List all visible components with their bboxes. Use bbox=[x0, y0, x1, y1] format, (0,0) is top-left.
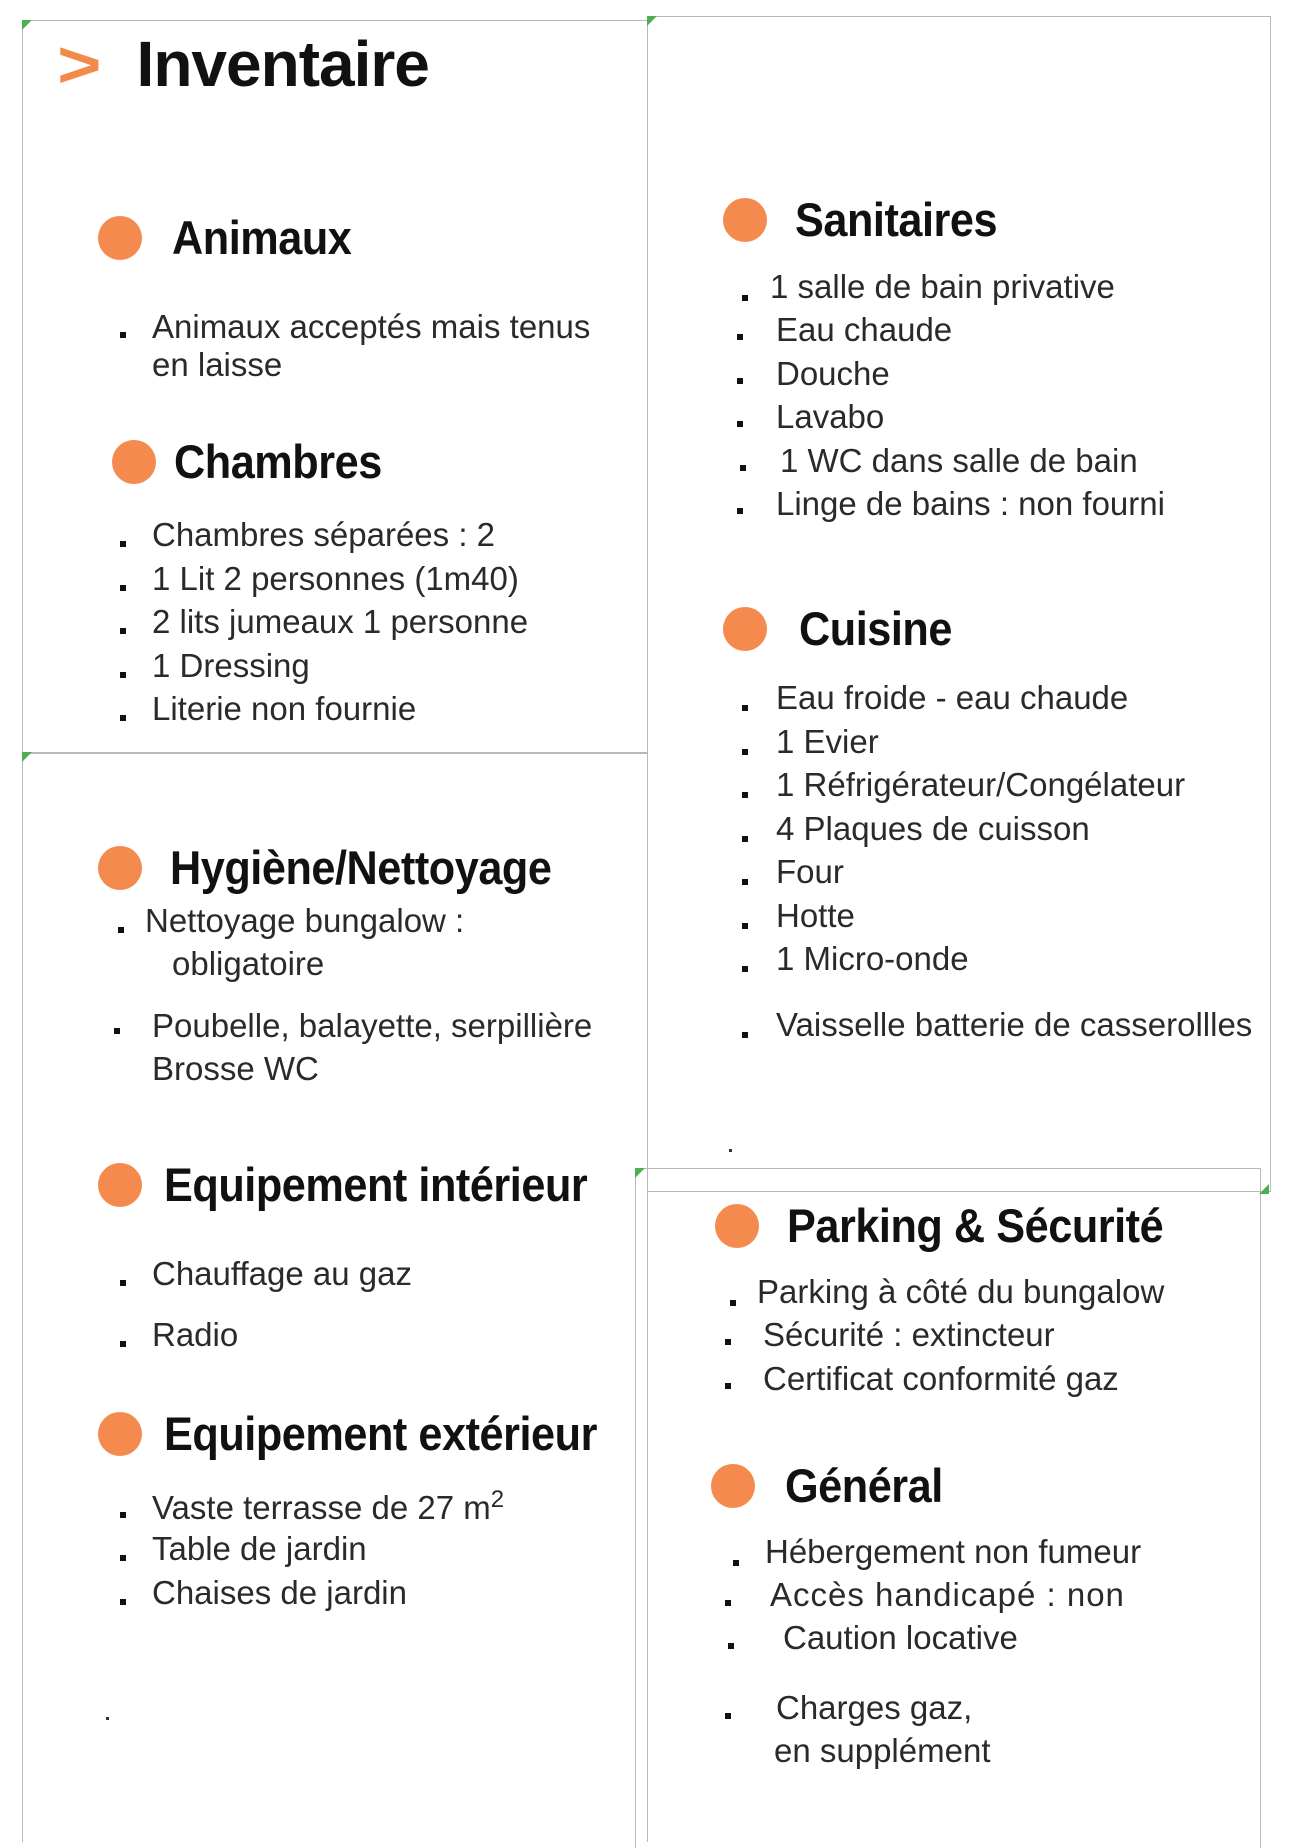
list-item: Literie non fournie bbox=[152, 690, 417, 727]
section-title: Parking & Sécurité bbox=[787, 1199, 1164, 1252]
list-bullet bbox=[120, 585, 126, 591]
section-general bbox=[711, 1458, 957, 1513]
section-title: Equipement intérieur bbox=[164, 1158, 588, 1211]
list-item: Four bbox=[776, 853, 844, 890]
frame-corner-mark bbox=[22, 752, 32, 762]
list-bullet bbox=[742, 295, 748, 301]
list-bullet bbox=[120, 1341, 126, 1347]
bullet-dot-icon bbox=[98, 1412, 142, 1456]
list-item: Eau froide - eau chaude bbox=[776, 679, 1129, 716]
list-item: Accès handicapé : non bbox=[770, 1576, 1125, 1613]
list-bullet bbox=[742, 966, 748, 972]
list-item: Brosse WC bbox=[152, 1050, 319, 1087]
list-item: Table de jardin bbox=[152, 1530, 367, 1567]
list-bullet bbox=[733, 1560, 739, 1566]
section-hygiene bbox=[98, 840, 585, 895]
section-animaux bbox=[98, 210, 367, 265]
section-title: Sanitaires bbox=[795, 193, 998, 246]
bullet-dot-icon bbox=[715, 1204, 759, 1248]
box-top-left bbox=[22, 20, 648, 754]
list-item: Chaises de jardin bbox=[152, 1574, 407, 1611]
list-item: Linge de bains : non fourni bbox=[776, 485, 1165, 522]
list-bullet bbox=[737, 378, 743, 384]
page-title-text: Inventaire bbox=[136, 28, 429, 100]
list-item: 1 Réfrigérateur/Congélateur bbox=[776, 766, 1186, 803]
list-bullet bbox=[725, 1339, 731, 1345]
bullet-dot-icon bbox=[98, 846, 142, 890]
list-item: Radio bbox=[152, 1316, 239, 1353]
frame-corner-mark bbox=[1259, 1184, 1269, 1194]
list-item: en laisse bbox=[152, 346, 283, 383]
list-item: Nettoyage bungalow : bbox=[145, 902, 465, 939]
list-item: 4 Plaques de cuisson bbox=[776, 810, 1090, 847]
list-bullet bbox=[742, 792, 748, 798]
list-item: Parking à côté du bungalow bbox=[757, 1273, 1165, 1310]
list-bullet bbox=[730, 1300, 736, 1306]
list-bullet bbox=[725, 1713, 731, 1719]
list-item: Certificat conformité gaz bbox=[763, 1360, 1119, 1397]
list-bullet bbox=[742, 1032, 748, 1038]
section-chambres bbox=[112, 434, 400, 489]
list-item: 1 Evier bbox=[776, 723, 879, 760]
list-item: Charges gaz, bbox=[776, 1689, 973, 1726]
list-bullet bbox=[114, 1028, 120, 1034]
list-bullet bbox=[120, 541, 126, 547]
frame-corner-mark bbox=[635, 1168, 645, 1178]
list-bullet bbox=[737, 421, 743, 427]
list-bullet bbox=[737, 508, 743, 514]
list-item: 1 Lit 2 personnes (1m40) bbox=[152, 560, 519, 597]
list-item: Hotte bbox=[776, 897, 855, 934]
list-item: Animaux acceptés mais tenus bbox=[152, 308, 591, 345]
list-item: 1 WC dans salle de bain bbox=[780, 442, 1138, 479]
page-title bbox=[57, 24, 429, 104]
list-item: 2 lits jumeaux 1 personne bbox=[152, 603, 529, 640]
list-item: Chambres séparées : 2 bbox=[152, 516, 496, 553]
section-title: Animaux bbox=[172, 211, 352, 264]
list-bullet bbox=[725, 1383, 731, 1389]
bullet-dot-icon bbox=[98, 216, 142, 260]
list-item: 1 salle de bain privative bbox=[770, 268, 1115, 305]
list-bullet bbox=[120, 1599, 126, 1605]
list-bullet bbox=[118, 927, 124, 933]
list-item: Hébergement non fumeur bbox=[765, 1533, 1142, 1570]
section-sanitaires bbox=[723, 192, 1015, 247]
list-bullet bbox=[737, 334, 743, 340]
list-bullet bbox=[120, 1555, 126, 1561]
list-bullet bbox=[120, 715, 126, 721]
list-bullet bbox=[742, 879, 748, 885]
list-item: Poubelle, balayette, serpillière bbox=[152, 1007, 593, 1044]
section-title: Hygiène/Nettoyage bbox=[170, 841, 552, 894]
list-bullet bbox=[120, 1512, 126, 1518]
list-item: Lavabo bbox=[776, 398, 885, 435]
list-item: Vaste terrasse de 27 $m^2$ bbox=[152, 1486, 505, 1526]
list-bullet bbox=[740, 465, 746, 471]
list-item: Douche bbox=[776, 355, 890, 392]
list-item: Chauffage au gaz bbox=[152, 1255, 412, 1292]
section-equipement-interieur bbox=[98, 1157, 624, 1212]
list-item: Caution locative bbox=[783, 1619, 1018, 1656]
stray-dot bbox=[729, 1149, 732, 1152]
section-title: Général bbox=[785, 1459, 943, 1512]
chevron-right-icon: > bbox=[57, 27, 102, 101]
list-item: Vaisselle batterie de casserollles bbox=[776, 1006, 1253, 1043]
list-bullet bbox=[742, 836, 748, 842]
superscript: 2 bbox=[490, 1486, 505, 1513]
list-bullet bbox=[120, 1280, 126, 1286]
bullet-dot-icon bbox=[98, 1163, 142, 1207]
section-cuisine bbox=[723, 601, 965, 656]
section-title: Equipement extérieur bbox=[164, 1407, 597, 1460]
list-bullet bbox=[728, 1643, 734, 1649]
bullet-dot-icon bbox=[723, 198, 767, 242]
frame-corner-mark bbox=[647, 16, 657, 26]
bullet-dot-icon bbox=[112, 440, 156, 484]
section-parking-securite bbox=[715, 1198, 1196, 1253]
list-item: Eau chaude bbox=[776, 311, 953, 348]
list-bullet bbox=[120, 628, 126, 634]
list-item: 1 Micro-onde bbox=[776, 940, 969, 977]
list-bullet bbox=[120, 672, 126, 678]
list-item: Sécurité : extincteur bbox=[763, 1316, 1055, 1353]
list-item: 1 Dressing bbox=[152, 647, 310, 684]
section-title: Chambres bbox=[174, 435, 382, 488]
list-bullet bbox=[742, 923, 748, 929]
section-equipement-exterieur bbox=[98, 1406, 635, 1461]
list-bullet bbox=[742, 705, 748, 711]
stray-dot bbox=[106, 1717, 109, 1720]
bullet-dot-icon bbox=[723, 607, 767, 651]
list-bullet bbox=[725, 1600, 731, 1606]
bullet-dot-icon bbox=[711, 1464, 755, 1508]
list-bullet bbox=[742, 749, 748, 755]
list-item: en supplément bbox=[774, 1732, 991, 1769]
list-item: obligatoire bbox=[172, 945, 325, 982]
section-title: Cuisine bbox=[799, 602, 952, 655]
list-bullet bbox=[120, 332, 126, 338]
frame-corner-mark bbox=[22, 20, 32, 30]
